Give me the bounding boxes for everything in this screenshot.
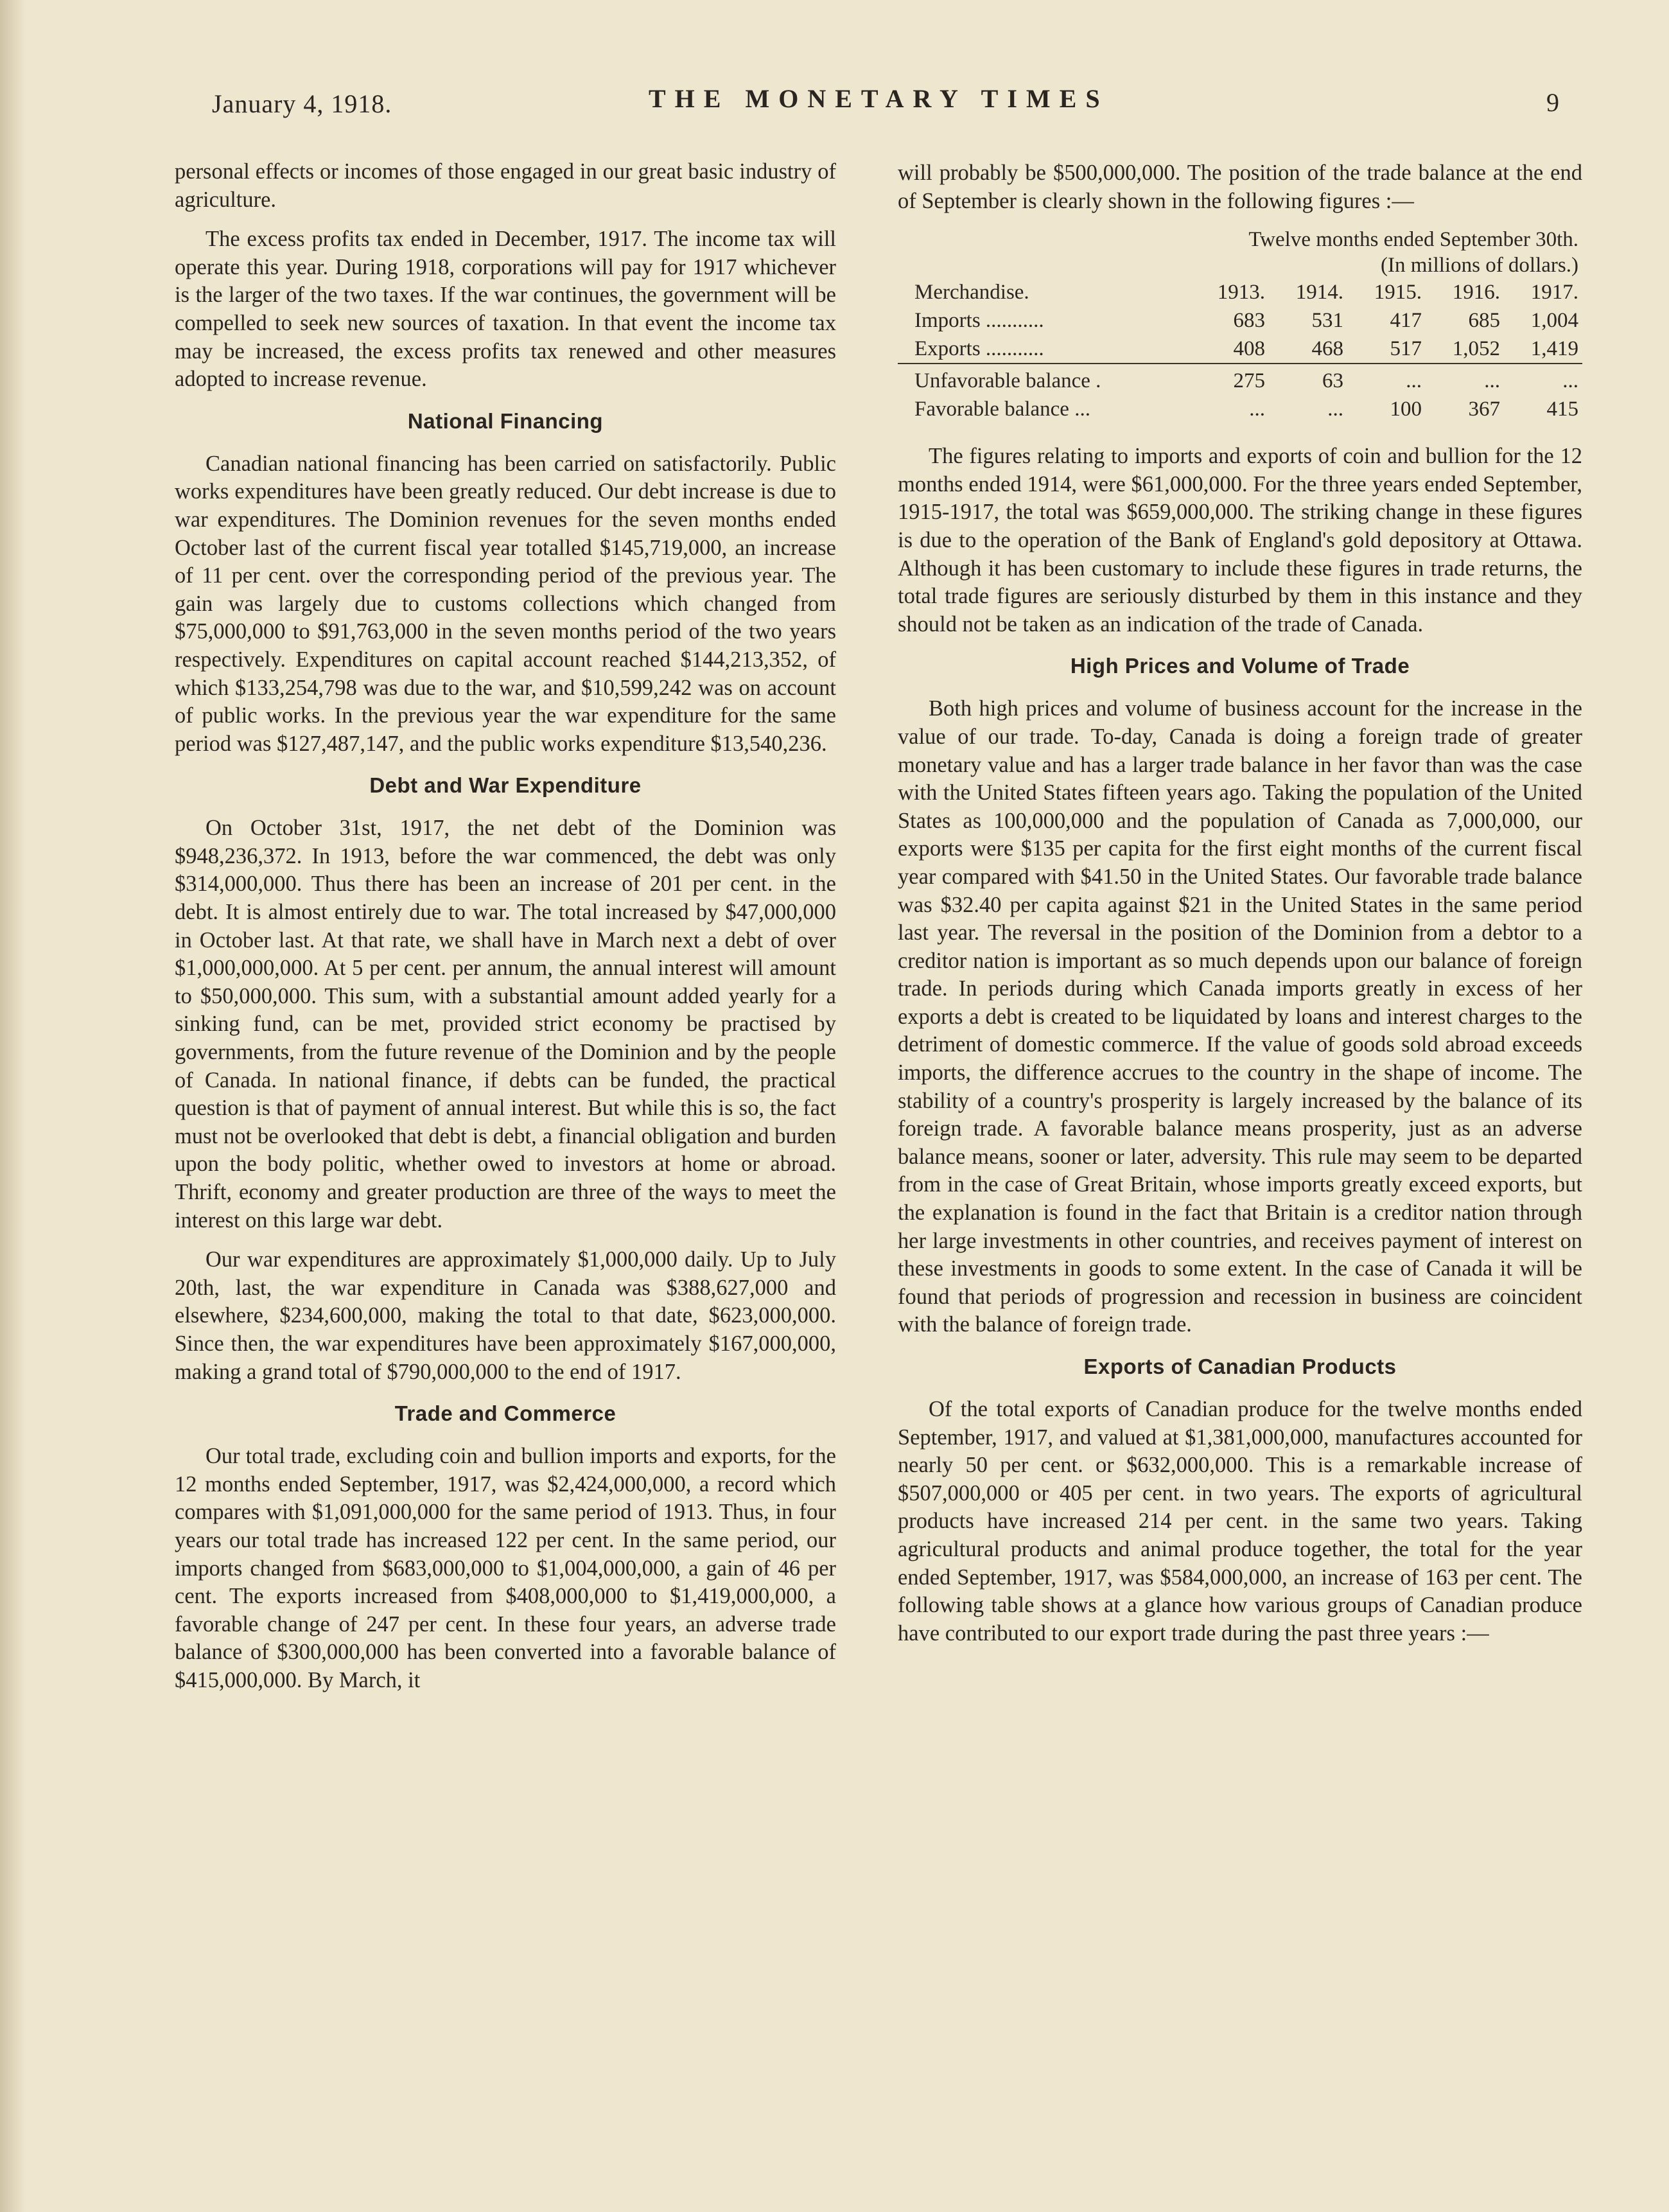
paragraph: On October 31st, 1917, the net debt of the Dominion was $948,236,372. In 1913, before the war commenced, the debt was only $314,000,000. Thus there has been an increase of 201 per cent. in the debt. It is almost entirely due to war. The total increased by $47,000,000 in October last. At that rate, we shall have in March next a debt of over $1,000,000,000. At 5 per cent. per annum, the annual interest will amount to $50,000,000. This sum, with a substantial amount added yearly for a sinking fund, can be met, provided strict economy be practised by governments, from the future revenue of the Dominion and by the people of Canada. In national finance, if debts can be funded, the practical question is that of payment of annual interest. But while this is so, the fact must not be overlooked that debt is debt, a financial obligation and burden upon the body politic, whether owed to investors at home or abroad. Thrift, economy and greater production are three of the ways to meet the interest on this large war debt. (175, 816, 836, 1233)
section-heading-national-financing: National Financing (407, 408, 604, 433)
left-column (175, 158, 836, 1707)
table-caption (898, 227, 1582, 278)
page-header (0, 82, 1669, 121)
paragraph: Canadian national financing has been carried on satisfactorily. Public works expenditures have been greatly reduced. Our debt increase is due to war expenditures. The Dominion revenues for the seven months ended October last of the current fiscal year totalled $145,719,000, an increase of 11 per cent. over the corresponding period of the previous year. The gain was largely due to customs collections which changed from $75,000,000 to $91,763,000 in the seven months period of the two years respectively. Expenditures on capital account reached $144,213,352, of which $133,254,798 was due to the war, and $10,599,242 was on account of public works. In the previous year the war expenditure for the same period was $127,487,147, and the public works expenditure $13,540,236. (175, 451, 836, 756)
paragraph: personal effects or incomes of those engaged in our great basic industry of agriculture. (175, 159, 836, 212)
table-cell: 63 (1269, 364, 1347, 395)
table-row-unfavorable-balance (898, 364, 1582, 395)
table-cell: ... (1249, 398, 1266, 421)
table-cell: ... (1504, 364, 1582, 395)
table-row-imports (898, 306, 1582, 335)
row-label: Favorable balance ... (914, 398, 1090, 421)
publication-title: THE MONETARY TIMES (649, 84, 1109, 113)
section-heading-exports-canadian-products: Exports of Canadian Products (1083, 1355, 1397, 1378)
section-heading-high-prices: High Prices and Volume of Trade (1070, 654, 1410, 678)
page-number: 9 (1546, 88, 1559, 117)
table-caption-line: (In millions of dollars.) (1381, 254, 1578, 277)
row-label: Imports ........... (914, 309, 1044, 333)
year-header: 1917. (1530, 281, 1578, 304)
table-cell: 468 (1311, 337, 1344, 361)
table-header-label: Merchandise. (914, 281, 1029, 304)
table-header-row (898, 278, 1582, 306)
issue-date: January 4, 1918. (212, 89, 392, 118)
table-cell: ... (1426, 364, 1504, 395)
page-binding-edge (0, 0, 26, 2212)
table-cell: 517 (1390, 337, 1422, 361)
table-cell: 417 (1390, 309, 1422, 333)
table-cell: 367 (1468, 398, 1500, 421)
year-header: 1913. (1217, 281, 1266, 304)
right-column (898, 159, 1582, 1659)
paragraph: Both high prices and volume of business account for the increase in the value of our trade. To-day, Canada is doing a foreign trade of greater monetary value and has a larger trade balance in her favor than was the case with the United States fifteen years ago. Taking the population of the United States as 100,000,000 and the population of Canada as 7,000,000, our exports were $135 per capita for the first eight months of the current fiscal year compared with $41.50 in the United States. Our favorable trade balance was $32.40 per capita against $21 in the United States in the same period last year. The reversal in the position of the Dominion from a debtor to a creditor nation is important as so much depends upon our balance of foreign trade. In periods during which Canada imports greatly in excess of her exports a debt is created to be liquidated by loans and interest charges to the detriment of domestic commerce. If the value of goods sold abroad exceeds imports, the difference accrues to the country in the shape of income. The stability of a country's prosperity is largely increased by the balance of its foreign trade. A favorable balance means prosperity, just as an adverse balance means, sooner or later, adversity. This rule may seem to be departed from in the case of Great Britain, whose imports greatly exceed exports, but the explanation is found in the fact that Britain is a creditor nation through her large investments in other countries, and receives payment of interest on these investments in goods to some extent. In the case of Canada it will be found that periods of progression and recession in business are coincident with the balance of foreign trade. (898, 696, 1582, 1337)
table-cell: ... (1347, 364, 1426, 395)
table-cell: 1,419 (1530, 337, 1578, 361)
table-cell: 1,052 (1452, 337, 1500, 361)
table-cell: 415 (1546, 398, 1578, 421)
table-cell: ... (1327, 398, 1344, 421)
year-header: 1914. (1295, 281, 1344, 304)
table-row-favorable-balance (898, 395, 1582, 423)
table-cell: 408 (1233, 337, 1266, 361)
section-heading-debt-war-expenditure: Debt and War Expenditure (369, 773, 642, 798)
table-cell: 275 (1191, 364, 1269, 395)
table-cell: 685 (1468, 309, 1500, 333)
table-cell: 1,004 (1530, 309, 1578, 333)
table-caption-line: Twelve months ended September 30th. (1248, 228, 1578, 252)
year-header: 1916. (1452, 281, 1500, 304)
paragraph: The figures relating to imports and exports of coin and bullion for the 12 months ended 1914, were $61,000,000. For the three years ended September, 1915-1917, the total was $659,000,000. The striking change in these figures is due to the operation of the Bank of England's gold depository at Ottawa. Although it has been customary to include these figures in trade returns, the total trade figures are seriously disturbed by them in this instance and they should not be taken as an indication of the trade of Canada. (898, 444, 1582, 636)
table-row-exports (898, 335, 1582, 364)
trade-table-grid (898, 278, 1582, 423)
row-label: Unfavorable balance . (898, 364, 1191, 395)
paragraph: Our war expenditures are approximately $1,000,000 daily. Up to July 20th, last, the war expenditure in Canada was $388,627,000 and elsewhere, $234,600,000, making the total to that date, $623,000,000. Since then, the war expenditures have been approximately $167,000,000, making a grand total of $790,000,000 to the end of 1917. (175, 1247, 836, 1384)
row-label: Exports ........... (914, 337, 1044, 361)
paragraph: The excess profits tax ended in December, 1917. The income tax will operate this year. During 1918, corporations will pay for 1917 whichever is the larger of the two taxes. If the war continues, the government will be compelled to seek new sources of taxation. In that event the income tax may be increased, the excess profits tax renewed and other measures adopted to increase revenue. (175, 227, 836, 392)
year-header: 1915. (1374, 281, 1422, 304)
table-cell: 100 (1390, 398, 1422, 421)
paragraph: Our total trade, excluding coin and bullion imports and exports, for the 12 months ended September, 1917, was $2,424,000,000, a record which compares with $1,091,000,000 for the same period of 1913. Thus, in four years our total trade has increased 122 per cent. In the same period, our imports changed from $683,000,000 to $1,004,000,000, a gain of 46 per cent. The exports increased from $408,000,000 to $1,419,000,000, a favorable change of 247 per cent. In these four years, an adverse trade balance of $300,000,000 has been converted into a favorable balance of $415,000,000. By March, it (175, 1444, 836, 1692)
table-cell: 683 (1233, 309, 1266, 333)
paragraph: Of the total exports of Canadian produce for the twelve months ended September, 1917, and valued at $1,381,000,000, manufactures accounted for nearly 50 per cent. or $632,000,000. This is a remarkable increase of $507,000,000 or 405 per cent. in two years. The exports of agricultural products have increased 214 per cent. in the same two years. Taking agricultural products and animal produce together, the total for the year ended September, 1917, was $584,000,000, an increase of 163 per cent. The following table shows at a glance how various groups of Canadian produce have contributed to our export trade during the past three years :— (898, 1397, 1582, 1646)
table-cell: 531 (1311, 309, 1344, 333)
paragraph: will probably be $500,000,000. The position of the trade balance at the end of September is clearly shown in the following figures :— (898, 161, 1582, 213)
trade-balance-table (898, 227, 1582, 423)
section-heading-trade-commerce: Trade and Commerce (394, 1401, 616, 1426)
